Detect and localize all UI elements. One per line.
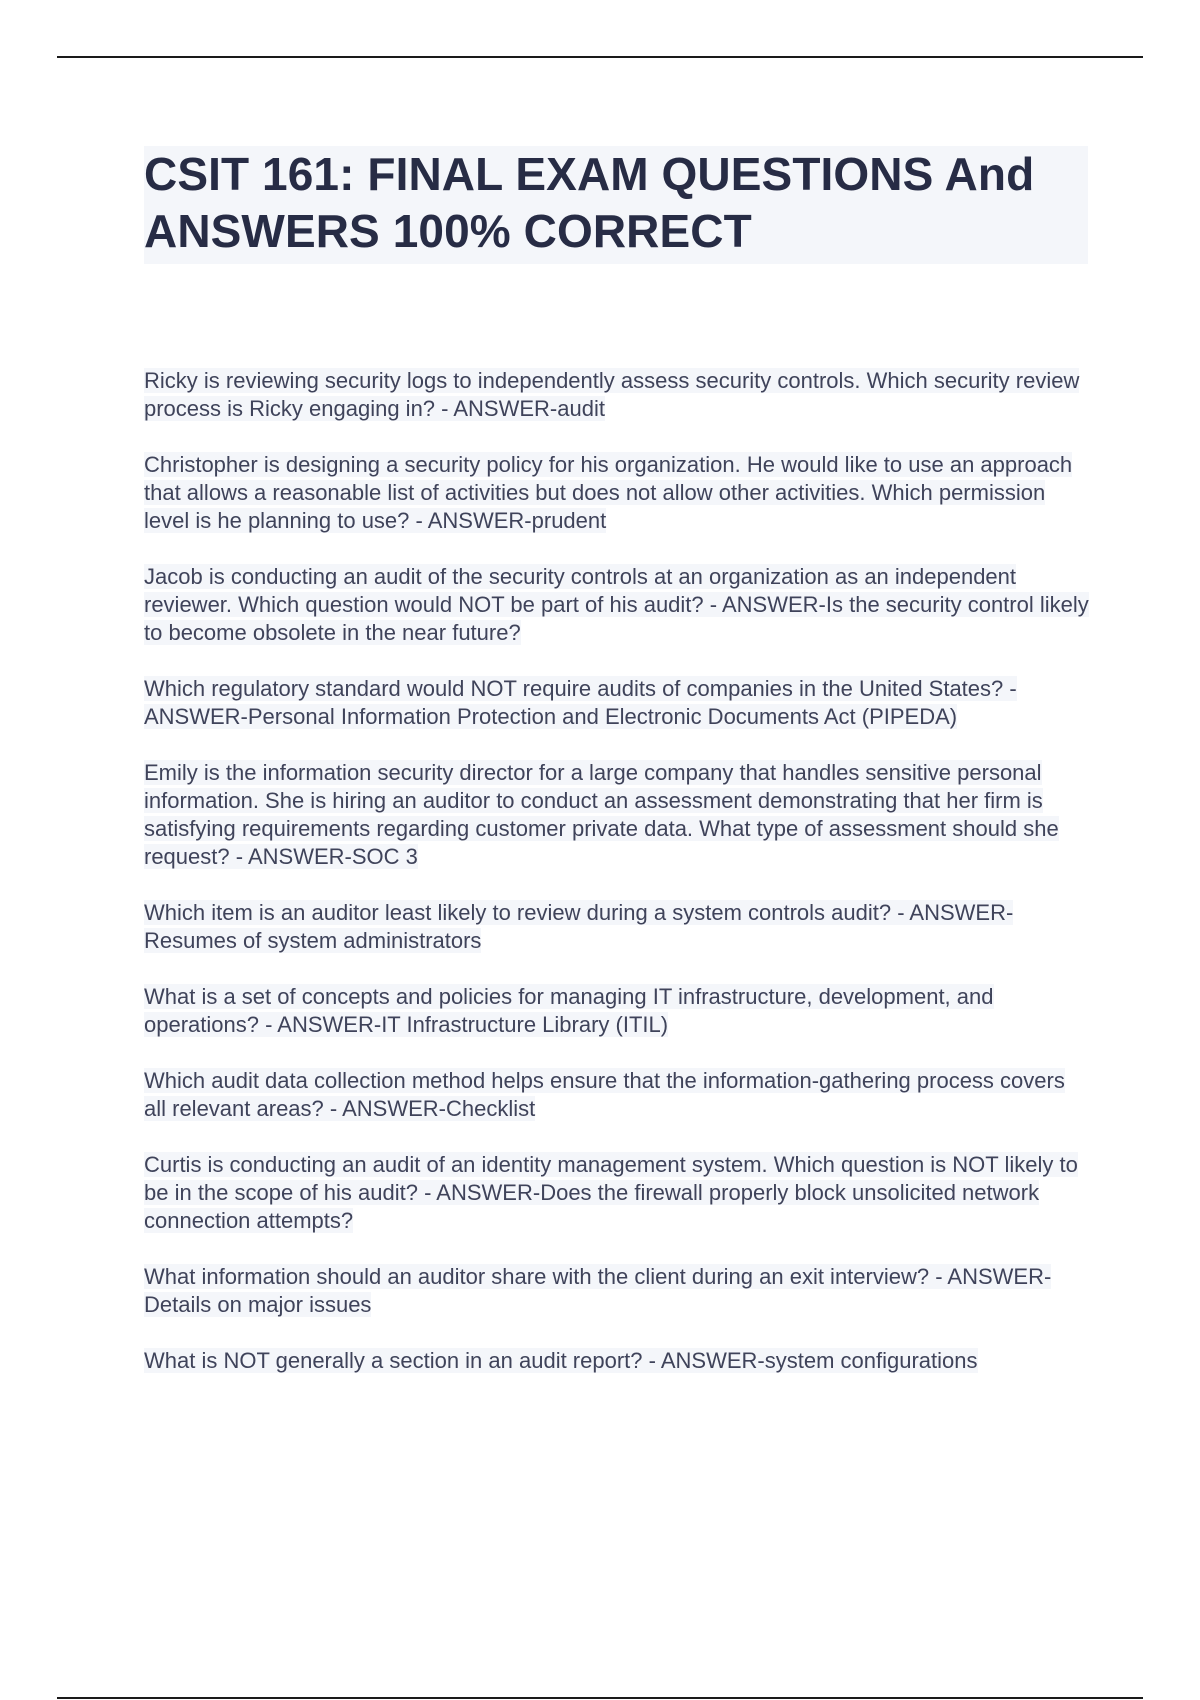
qa-text: What is a set of concepts and policies for managing IT infrastructure, development, and operations? - ANSWER-IT Infrastructure Library (ITIL)	[144, 984, 994, 1037]
qa-text: Emily is the information security director for a large company that handles sensitive personal information. She is hiring an auditor to conduct an assessment demonstrating that her firm is satisfying requirements regarding customer private data. What type of assessment should she request? - ANSWER-SOC 3	[144, 760, 1059, 869]
qa-text: What information should an auditor share with the client during an exit interview? - ANSWER-Details on major issues	[144, 1264, 1052, 1317]
qa-item	[144, 1151, 1090, 1235]
page-title: CSIT 161: FINAL EXAM QUESTIONS And ANSWERS 100% CORRECT	[144, 148, 1035, 257]
qa-item	[144, 759, 1090, 871]
title-block	[144, 146, 1088, 264]
qa-item	[144, 1263, 1090, 1319]
qa-item	[144, 367, 1090, 423]
qa-text: Curtis is conducting an audit of an identity management system. Which question is NOT likely to be in the scope of his audit? - ANSWER-Does the firewall properly block unsolicited network connection attempts?	[144, 1152, 1078, 1233]
qa-item	[144, 451, 1090, 535]
qa-item	[144, 563, 1090, 647]
qa-item	[144, 675, 1090, 731]
qa-item	[144, 1347, 1090, 1375]
qa-text: Jacob is conducting an audit of the security controls at an organization as an independent reviewer. Which question would NOT be part of his audit? - ANSWER-Is the security control likely to become obsolete in the near future?	[144, 564, 1089, 645]
qa-list	[144, 367, 1090, 1403]
qa-text: Ricky is reviewing security logs to independently assess security controls. Which security review process is Ricky engaging in? - ANSWER-audit	[144, 368, 1080, 421]
bottom-rule	[57, 1697, 1143, 1699]
qa-text: Which item is an auditor least likely to review during a system controls audit? - ANSWER-Resumes of system administrators	[144, 900, 1014, 953]
qa-text: Which regulatory standard would NOT require audits of companies in the United States? - ANSWER-Personal Information Protection and Electronic Documents Act (PIPEDA)	[144, 676, 1017, 729]
qa-text: What is NOT generally a section in an audit report? - ANSWER-system configurations	[144, 1348, 978, 1373]
qa-item	[144, 983, 1090, 1039]
qa-text: Which audit data collection method helps ensure that the information-gathering process covers all relevant areas? - ANSWER-Checklist	[144, 1068, 1065, 1121]
qa-text: Christopher is designing a security policy for his organization. He would like to use an approach that allows a reasonable list of activities but does not allow other activities. Which permission level is he planning to use? - ANSWER-prudent	[144, 452, 1073, 533]
qa-item	[144, 899, 1090, 955]
top-rule	[57, 56, 1143, 58]
qa-item	[144, 1067, 1090, 1123]
